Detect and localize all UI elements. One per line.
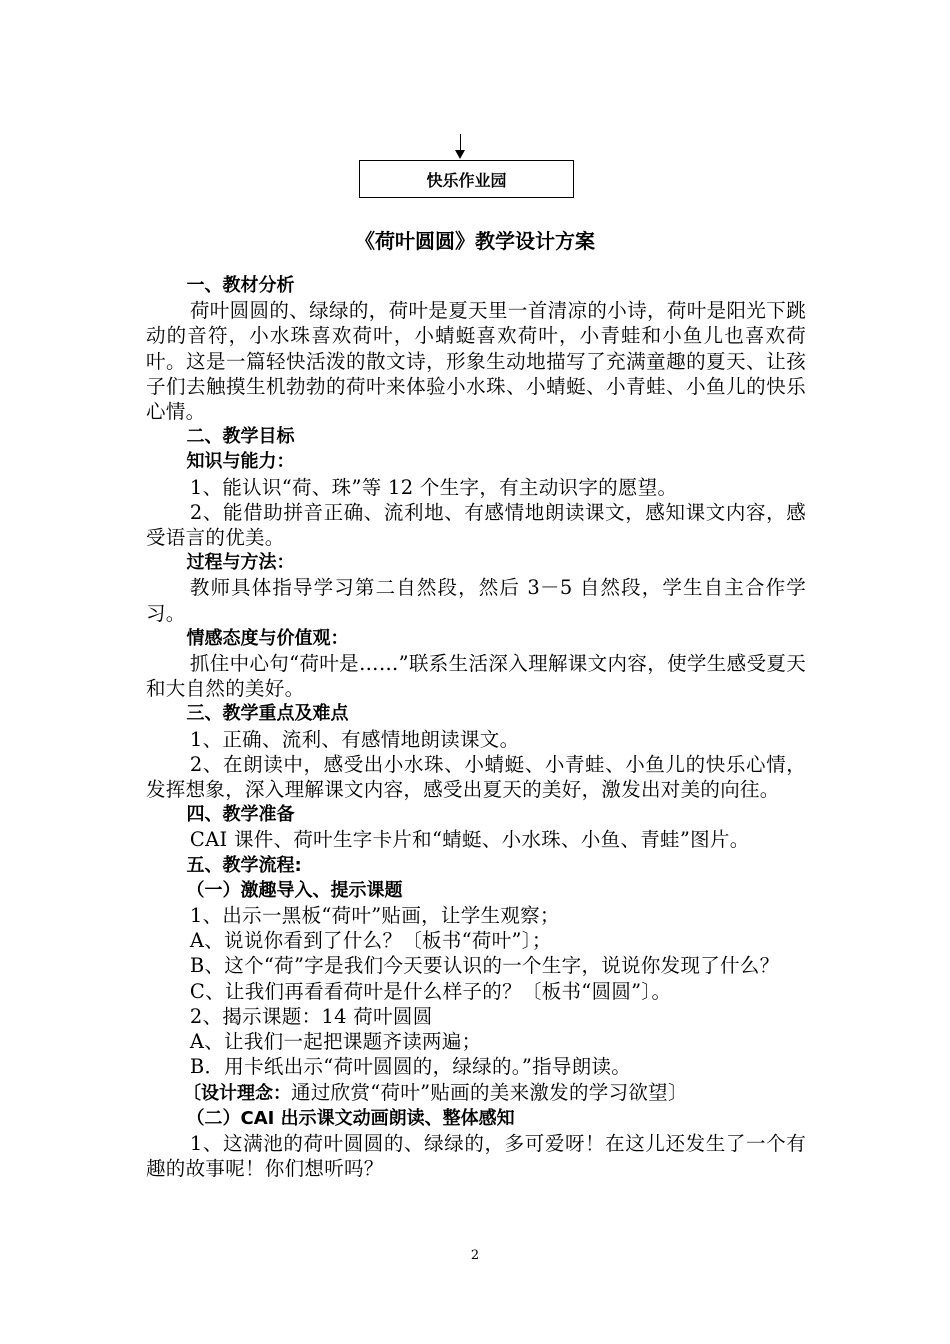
sub-heading: 过程与方法：: [186, 552, 295, 574]
document-body: [146, 273, 806, 1181]
section-heading: 五、教学流程:: [186, 854, 302, 876]
body-paragraph: 1、出示一黑板“荷叶”贴画，让学生观察；: [189, 904, 560, 928]
body-paragraph: 1、正确、流利、有感情地朗读课文。: [189, 727, 520, 751]
page-number: 2: [470, 1248, 480, 1263]
design-note-text: 通过欣赏“荷叶”贴画的美来激发的学习欲望〕: [291, 1080, 688, 1104]
section-heading: 一、教材分析: [186, 275, 295, 296]
body-paragraph: 2、能借助拼音正确、流利地、有感情地朗读课文，感知课文内容，感受语言的优美。: [146, 500, 806, 550]
body-paragraph: 抓住中心句“荷叶是……”联系生活深入理解课文内容，使学生感受夏天和大自然的美好。: [146, 652, 806, 701]
body-paragraph: 1、能认识“荷、珠”等 12 个生字，有主动识字的愿望。: [189, 475, 678, 499]
body-paragraph: B．用卡纸出示“荷叶圆圆的，绿绿的。”指导朗读。: [189, 1055, 632, 1079]
body-paragraph: 2、在朗读中，感受出小水珠、小蜻蜓、小青蛙、小鱼儿的快乐心情，发挥想象，深入理解课文内容，感受出夏天的美好，激发出对美的向往。: [146, 752, 806, 802]
sub-heading: 知识与能力：: [186, 451, 295, 473]
body-paragraph: 教师具体指导学习第二自然段，然后 3－5 自然段，学生自主合作学习。: [146, 576, 806, 625]
flow-box: 快乐作业园: [359, 160, 574, 198]
document-title: 《荷叶圆圆》教学设计方案: [355, 229, 595, 253]
body-paragraph: 1、这满池的荷叶圆圆的、绿绿的，多可爱呀！在这儿还发生了一个有趣的故事呢！你们想听吗？: [146, 1131, 806, 1181]
section-heading: 三、教学重点及难点: [186, 703, 349, 725]
section-heading: 四、教学准备: [186, 804, 295, 826]
body-paragraph: CAI 课件、荷叶生字卡片和“蜻蜓、小水珠、小鱼、青蛙”图片。: [189, 828, 750, 852]
body-paragraph: A、说说你看到了什么？〔板书“荷叶”〕；: [189, 929, 552, 953]
sub-heading: 情感态度与价值观：: [186, 627, 349, 649]
flow-arrow-down-icon: [455, 150, 465, 159]
body-paragraph: C、让我们再看看荷叶是什么样子的？〔板书“圆圆”〕。: [189, 979, 672, 1003]
design-note: [146, 1080, 806, 1106]
body-paragraph: A、让我们一起把课题齐读两遍；: [189, 1030, 482, 1054]
design-note-label: 〔设计理念：: [183, 1082, 292, 1104]
body-paragraph: 2、揭示课题：14 荷叶圆圆: [189, 1004, 433, 1028]
body-paragraph: 荷叶圆圆的、绿绿的，荷叶是夏天里一首清凉的小诗，荷叶是阳光下跳动的音符，小水珠喜欢荷叶，小蜻蜓喜欢荷叶，小青蛙和小鱼儿也喜欢荷叶。这是一篇轻快活泼的散文诗，形象生动地描写了充满童趣的夏天、让孩子们去触摸生机勃勃的荷叶来体验小水珠、小蜻蜓、小青蛙、小鱼儿的快乐心情。: [146, 299, 806, 424]
body-paragraph: B、这个“荷”字是我们今天要认识的一个生字，说说你发现了什么？: [189, 954, 780, 978]
section-heading: 二、教学目标: [186, 426, 295, 448]
sub-heading: （二）CAI 出示课文动画朗读、整体感知: [186, 1107, 515, 1129]
sub-heading: （一）激趣导入、提示课题: [186, 879, 403, 901]
